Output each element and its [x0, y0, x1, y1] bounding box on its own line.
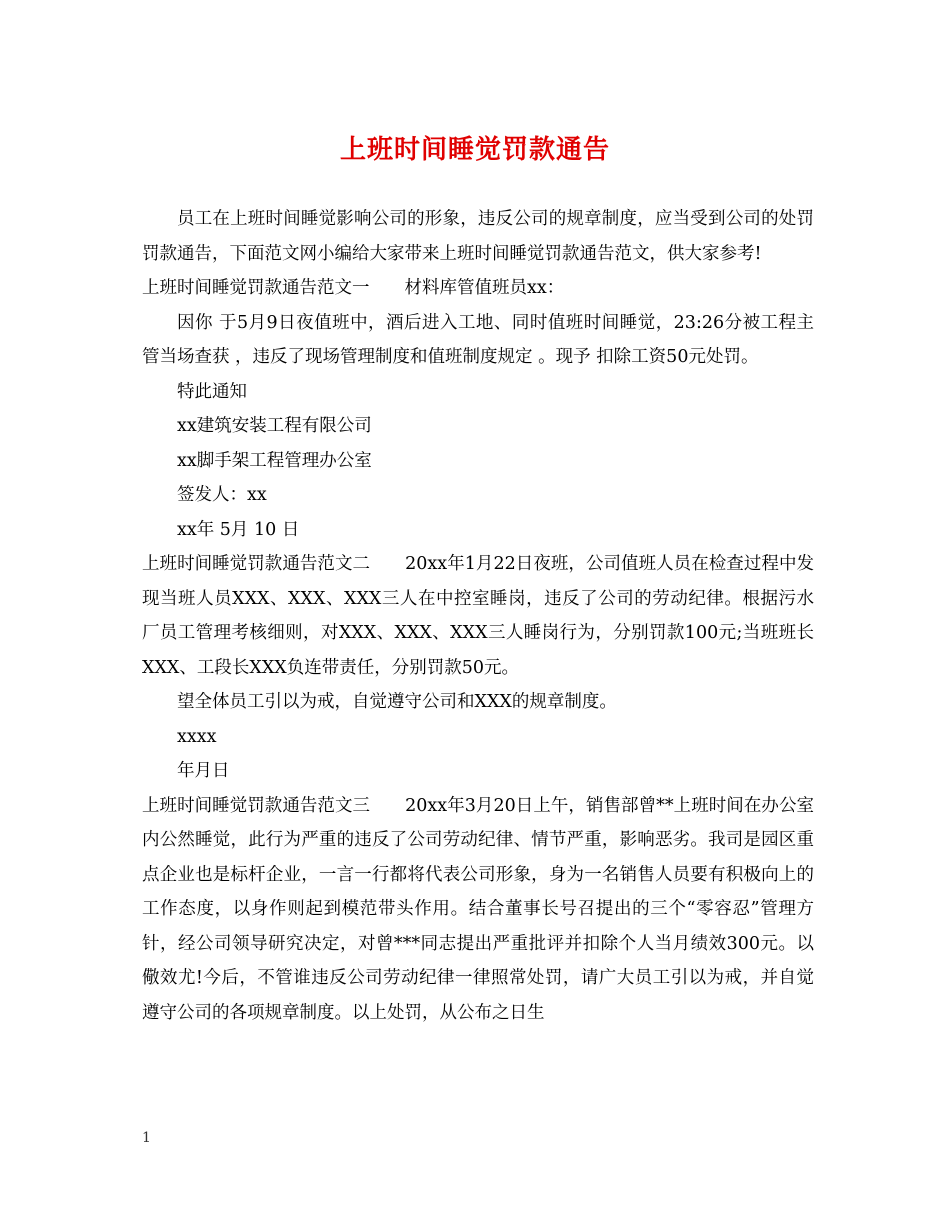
- sample1-company: xx建筑安装工程有限公司: [177, 416, 372, 436]
- sample1-office: xx脚手架工程管理办公室: [177, 450, 372, 471]
- document-title: 上班时间睡觉罚款通告: [339, 135, 610, 165]
- sample1-date: xx年 5月 10 日: [177, 519, 300, 540]
- sample2-body: 上班时间睡觉罚款通告范文二 20xx年1月22日夜班，公司值班人员在检查过程中发现当班人员XXX、XXX、XXX三人在中控室睡岗，违反了公司的劳动纪律。根据污水厂员工管理考核细则，对XXX、XXX、XXX三人睡岗行为，分别罚款100元;当班班长XXX、工段长XXX负连带责任，分别罚款50元。: [142, 554, 814, 678]
- document-body: [142, 202, 814, 1030]
- page-number: 1: [142, 1130, 151, 1146]
- sample1-notice: 特此通知: [177, 381, 247, 402]
- sample1-body: 因你 于5月9日夜值班中，酒后进入工地、同时值班时间睡觉，23:26分被工程主管当场查获 ，违反了现场管理制度和值班制度规定 。现予 扣除工资50元处罚。: [142, 312, 814, 367]
- sample2-date: 年月日: [177, 761, 230, 781]
- sample1-heading: 上班时间睡觉罚款通告范文一 材料库管值班员xx：: [142, 278, 565, 298]
- intro-paragraph: 员工在上班时间睡觉影响公司的形象，违反公司的规章制度，应当受到公司的处罚罚款通告，下面范文网小编给大家带来上班时间睡觉罚款通告范文，供大家参考!: [142, 209, 814, 264]
- sample1-signer: 签发人：xx: [177, 485, 267, 505]
- sample2-warning: 望全体员工引以为戒，自觉遵守公司和XXX的规章制度。: [177, 692, 617, 712]
- sample3-body: 上班时间睡觉罚款通告范文三 20xx年3月20日上午，销售部曾**上班时间在办公室内公然睡觉，此行为严重的违反了公司劳动纪律、情节严重，影响恶劣。我司是园区重点企业也是标杆企业，一言一行都将代表公司形象，身为一名销售人员要有积极向上的工作态度，以身作则起到模范带头作用。结合董事长号召提出的三个“零容忍”管理方针，经公司领导研究决定，对曾***同志提出严重批评并扣除个人当月绩效300元。以儆效尤!今后，不管谁违反公司劳动纪律一律照常处罚，请广大员工引以为戒，并自觉遵守公司的各项规章制度。以上处罚，从公布之日生: [142, 795, 814, 1023]
- sample2-signer: xxxx: [177, 726, 217, 747]
